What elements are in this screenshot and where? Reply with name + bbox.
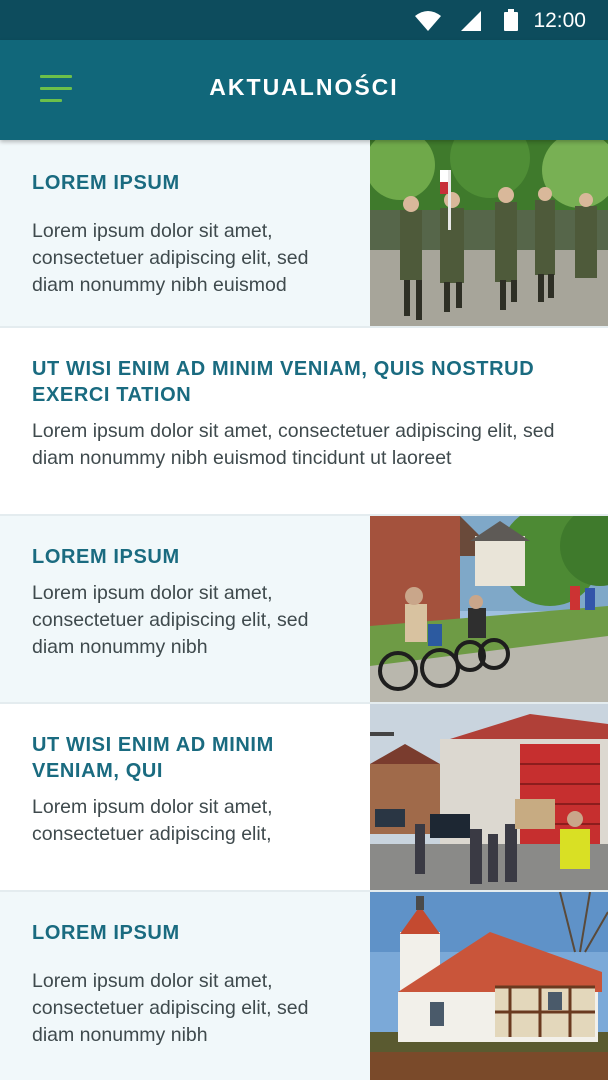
news-feed[interactable] <box>0 140 608 1080</box>
news-card[interactable] <box>0 140 608 326</box>
church-photo <box>370 892 608 1080</box>
news-card-title: LOREM IPSUM <box>32 546 180 568</box>
news-card[interactable] <box>0 516 608 702</box>
page-title: AKTUALNOŚCI <box>209 74 399 100</box>
news-card-title: UT WISI ENIM AD MINIM VENIAM, QUI <box>32 734 274 782</box>
status-bar <box>0 0 608 40</box>
news-card[interactable] <box>0 892 608 1080</box>
news-card-title: UT WISI ENIM AD MINIM VENIAM, QUIS NOSTRUD EXERCI TATION <box>32 358 535 406</box>
news-card-excerpt: Lorem ipsum dolor sit amet, consectetuer adipiscing elit, sed diam nonummy nibh euismod tincidunt ut laoreet <box>32 420 555 469</box>
news-card-title: LOREM IPSUM <box>32 922 180 944</box>
news-card-excerpt: Lorem ipsum dolor sit amet, consectetuer adipiscing elit, sed diam nonummy nibh <box>32 970 309 1046</box>
wifi-icon <box>414 10 442 32</box>
news-card-title: LOREM IPSUM <box>32 172 180 194</box>
soldiers-parade-photo <box>370 140 608 326</box>
fire-station-photo <box>370 704 608 890</box>
news-card[interactable] <box>0 704 608 890</box>
cyclists-photo <box>370 516 608 702</box>
news-card[interactable] <box>0 328 608 514</box>
status-time: 12:00 <box>533 9 586 32</box>
signal-icon <box>460 11 482 31</box>
battery-icon <box>504 9 518 31</box>
news-card-excerpt: Lorem ipsum dolor sit amet, consectetuer adipiscing elit, sed diam nonummy nibh euismod <box>32 220 309 296</box>
app-bar <box>0 40 608 140</box>
news-card-excerpt: Lorem ipsum dolor sit amet, consectetuer adipiscing elit, sed diam nonummy nibh <box>32 582 309 658</box>
news-card-excerpt: Lorem ipsum dolor sit amet, consectetuer adipiscing elit, <box>32 796 273 845</box>
